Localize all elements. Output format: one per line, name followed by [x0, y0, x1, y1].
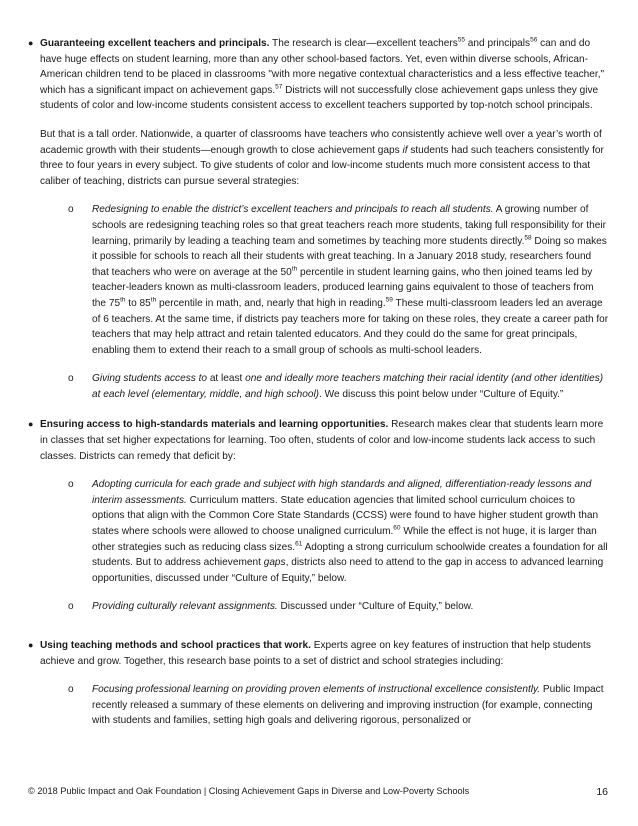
page-footer — [28, 786, 610, 798]
paragraph-tall-order: But that is a tall order. Nationwide, a quarter of classrooms have teachers who consistently achieve well over a year’s worth of academic growth with their students—enough growth to close achievement gaps if students had such teachers consistently for three to four years in every subject. To give students of color and low-income students much more consistent access to that caliber of teaching, districts can pursue several strategies: — [40, 128, 604, 187]
footer-copyright: © 2018 Public Impact and Oak Foundation | Closing Achievement Gaps in Diverse and Low-Poverty Schools — [28, 786, 470, 796]
footnote-ref[interactable]: 56 — [530, 36, 538, 44]
sub-bullet-marker: o — [68, 204, 74, 216]
sub-item-professional-learning: o Focusing professional learning on providing proven elements of instructional excellence consistently. Public Impact recently released a summary of these elements on delivering and improving instruction (for example, connecting with students and families, setting high goals and delivering rigorous, personalized or — [68, 684, 604, 727]
sub-bullet-marker: o — [68, 601, 74, 613]
sub-item-curricula: o Adopting curricula for each grade and subject with high standards and aligned, differentiation-ready lessons and interim assessments. Curriculum matters. State education agencies that limited school curriculum choices to options that align with the Common Core State Standards (CCSS) were found to have higher student growth than states where schools were allowed to choose unaligned curriculum.$^{60}$ While the effect is not huge, it is larger than other strategies such as reducing class sizes.$^{61}$ Adopting a strong curriculum schoolwide creates a foundation for all students. But to address achievement gaps, districts also need to attend to the gap in access to advanced learning opportunities, discussed under “Culture of Equity,” below. — [68, 479, 608, 584]
bullet-dot-icon: ● — [28, 38, 34, 48]
sub-item-culturally-relevant: o Providing culturally relevant assignments. Discussed under “Culture of Equity,” below. — [28, 599, 610, 615]
bullet-title: Using teaching methods and school practices that work. — [40, 640, 311, 651]
sub-bullet-marker: o — [68, 684, 74, 696]
bullet-dot-icon: ● — [28, 640, 34, 650]
sub-item-giving-access: o Giving students access to at least one and ideally more teachers matching their racial identity (and other identities) at each level (elementary, middle, and high school). We discuss this point below under “Culture of Equity.” — [68, 373, 604, 400]
document-body — [28, 36, 610, 729]
footnote-ref[interactable]: 60 — [393, 524, 401, 532]
footnote-ref[interactable]: 61 — [295, 540, 303, 548]
sub-bullet-marker: o — [68, 479, 74, 491]
bullet-dot-icon: ● — [28, 419, 34, 430]
bullet-teaching-methods: ● Using teaching methods and school practices that work. Experts agree on key features of instruction that help students achieve and grow. Together, this research base points to a set of district and school strategies including: — [28, 640, 591, 667]
footnote-ref[interactable]: 57 — [275, 83, 283, 91]
footnote-ref[interactable]: 55 — [457, 36, 465, 44]
bullet-title: Guaranteeing excellent teachers and principals. — [40, 38, 270, 49]
page-number: 16 — [596, 786, 608, 798]
bullet-title: Ensuring access to high-standards materials and learning opportunities. — [40, 419, 389, 431]
bullet-high-standards: ● Ensuring access to high-standards materials and learning opportunities. Research makes clear that students learn more in classes that set higher expectations for learning. Too often, students of color and low-income students lack access to such classes. Districts can remedy that deficit by: — [28, 419, 604, 462]
footnote-ref[interactable]: 58 — [524, 234, 532, 242]
bullet-teachers-principals: ● Guaranteeing excellent teachers and principals. The research is clear—excellent teachers$^{55}$ and principals$^{56}$ can and do have huge effects on student learning, more than any other school-based factors. Yet, even within diverse schools, African-American children tend to be placed in classrooms "with more negative contextual characteristics and a less effective teacher," which has a significant impact on achievement gaps.$^{57}$ Districts will not successfully close achievement gaps unless they give students of color and low-income students consistent access to excellent teachers supported by top-notch school principals. — [28, 36, 605, 112]
sub-bullet-marker: o — [68, 373, 74, 385]
sub-item-redesigning: o Redesigning to enable the district’s excellent teachers and principals to reach all students. A growing number of schools are redesigning teaching roles so that great teachers reach more students, taking full responsibility for their learning, primarily by leading a teaching team and sometimes by teaching more students directly.$^{58}$ Doing so makes it possible for schools to reach all their students with great teaching. In a January 2018 study, researchers found that teachers who were on average at the 50th percentile in student learning gains, who then joined teams led by teacher-leaders known as multi-classroom leaders, produced learning gains equivalent to those of teachers from the 75th to 85th percentile in math, and, nearly that high in reading.$^{59}$ These multi-classroom leaders led an average of 6 teachers. At the same time, if districts pay teachers more for taking on these roles, they create a career path for teachers that may help attract and retain talented educators. And they could do the same for great principals, enabling them to extend their reach to a small group of schools as multi-school leaders. — [68, 204, 609, 356]
footnote-ref[interactable]: 59 — [385, 296, 393, 304]
